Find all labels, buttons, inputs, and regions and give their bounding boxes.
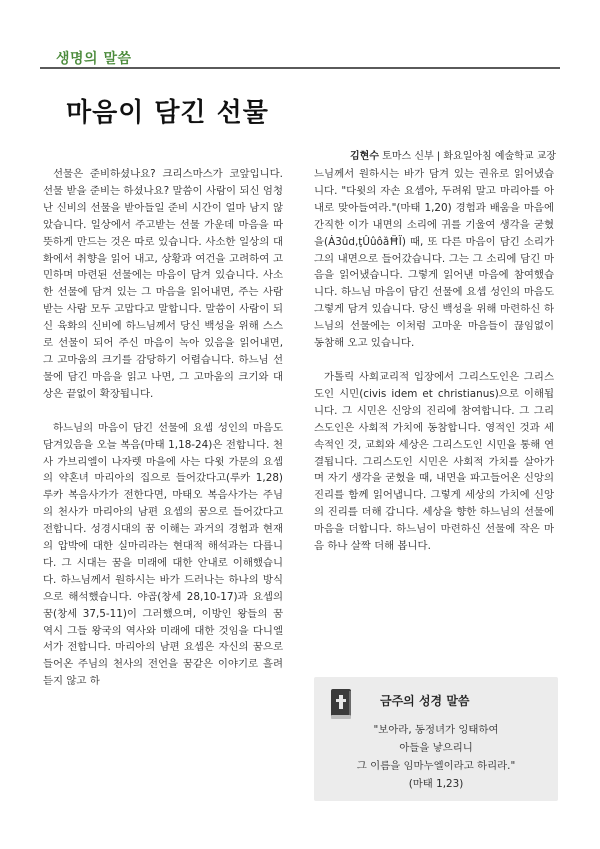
verse-line: 그 이름을 임마누엘이라고 하리라."	[356, 760, 516, 772]
weekly-verse-box	[314, 677, 558, 801]
paragraph: 선물은 준비하셨나요? 크리스마스가 코앞입니다. 선물 받을 준비는 하셨나요? 말씀이 사람이 되신 엄청난 신비의 선물을 받아들일 준비 시간이 얼마 남지 않았습니다. 일상에서 주고받는 선물 가운데 마음을 따뜻하게 만드는 것은 따로 있습니다. 사소한 일상의 대화에서 취향을 읽어 내고, 상황과 여건을 고려하여 고민하며 마련된 선물에는 마음이 담겨 있습니다. 사소한 선물에 담겨 있는 그 마음을 읽어내면, 주는 사람 받는 사람 모두 고맙다고 말합니다. 말씀이 사람이 되신 육화의 신비에 하느님께서 당신 백성을 위해 스스로 선물이 되어 주신 마음이 녹아 있음을 읽어내면, 그 고마움의 크기를 감당하기 어렵습니다. 하느님 선물에 담긴 마음을 읽고 나면, 그 고마움의 크기와 대상은 끝없이 확장됩니다.	[43, 168, 283, 400]
header-rule	[40, 67, 560, 69]
paragraph: 가톨릭 사회교리적 입장에서 그리스도인은 그리스도인 시민(civis idem et christianus)으로 이해됩니다. 그 시민은 신앙의 진리에 참여합니다. 그 그리스도인은 사회적 가치에 동참합니다. 영적인 것과 세속적인 것, 교회와 세상은 그리스도인 시민을 통해 연결됩니다. 그리스도인 시민은 사회적 가치를 살아가며 자기 생각을 굳혔을 때, 내면을 파고들어온 신앙의 진리를 함께 읽어냅니다. 그렇게 세상의 가치에 신앙의 진리를 더해 갑니다. 세상을 향한 하느님의 선물에 마음을 더합니다. 하느님이 마련하신 선물에 작은 마음 하나 살짝 더해 봅니다.	[314, 370, 554, 553]
author-affiliation: 토마스 신부 | 화요일아침 예술학교 교장	[378, 151, 556, 162]
verse-box-title: 금주의 성경 말씀	[380, 694, 470, 708]
article-title: 마음이 담긴 선물	[66, 98, 269, 128]
paragraph: 하느님의 마음이 담긴 선물에 요셉 성인의 마음도 담겨있음을 오늘 복음(마태 1,18-24)은 전합니다. 천사 가브리엘이 나자렛 마을에 사는 다윗 가문의 요셉의 약혼녀 마리아의 집으로 들어갔다고(루카 1,28) 루카 복음사가가 전한다면, 마태오 복음사가는 주님의 천사가 마리아의 남편 요셉의 꿈으로 들어갔다고 전합니다. 성경시대의 꿈 이해는 과거의 경험과 현재의 압박에 대한 실마리라는 현대적 해석과는 다릅니다. 그 시대는 꿈을 미래에 대한 안내로 이해했습니다. 하느님께서 원하시는 바가 드러나는 하나의 방식으로 해석했습니다. 야곱(창세 28,10-17)과 요셉의 꿈(창세 37,5-11)이 그러했으며, 이방인 왕들의 꿈 역시 그들 왕국의 역사와 미래에 대한 것임을 다니엘서가 전합니다. 마리아의 남편 요셉은 자신의 꿈으로 들어온 주님의 천사의 전언을 꿈같은 이야기로 흘려듣지 않고 하	[43, 421, 283, 688]
paragraph: 느님께서 원하시는 바가 담겨 있는 권유로 읽어냈습니다. "다윗의 자손 요셉아, 두려워 말고 마리아를 아내로 맞아들여라."(마태 1,20) 경험과 배움을 마음에 간직한 이가 내면의 소리에 귀를 기울여 생각을 굳혔을(Ȧ3ûd,ţÛûôȁĦ̈Ï) 때, 또 다른 마음이 담긴 소리가 그의 내면으로 들어갔습니다. 그는 그 소리에 담긴 마음을 읽어냈습니다. 그렇게 읽어낸 마음에 참여했습니다. 하느님 마음이 담긴 선물에 요셉 성인의 마음도 그렇게 담겨 있습니다. 당신 백성을 위해 마련하신 하느님의 선물에는 이처럼 고마운 마음들이 끊임없이 동참해 오고 있습니다.	[314, 168, 554, 350]
verse-reference: (마태 1,23)	[408, 778, 464, 790]
byline	[350, 147, 556, 162]
verse-line: "보아라, 동정녀가 잉태하여	[373, 724, 499, 736]
left-column	[43, 166, 283, 690]
verse-line: 아들을 낳으리니	[399, 742, 473, 754]
author-name: 김현수	[350, 151, 379, 162]
section-label: 생명의 말씀	[56, 51, 132, 67]
right-column	[314, 166, 554, 555]
bible-icon	[328, 687, 354, 721]
